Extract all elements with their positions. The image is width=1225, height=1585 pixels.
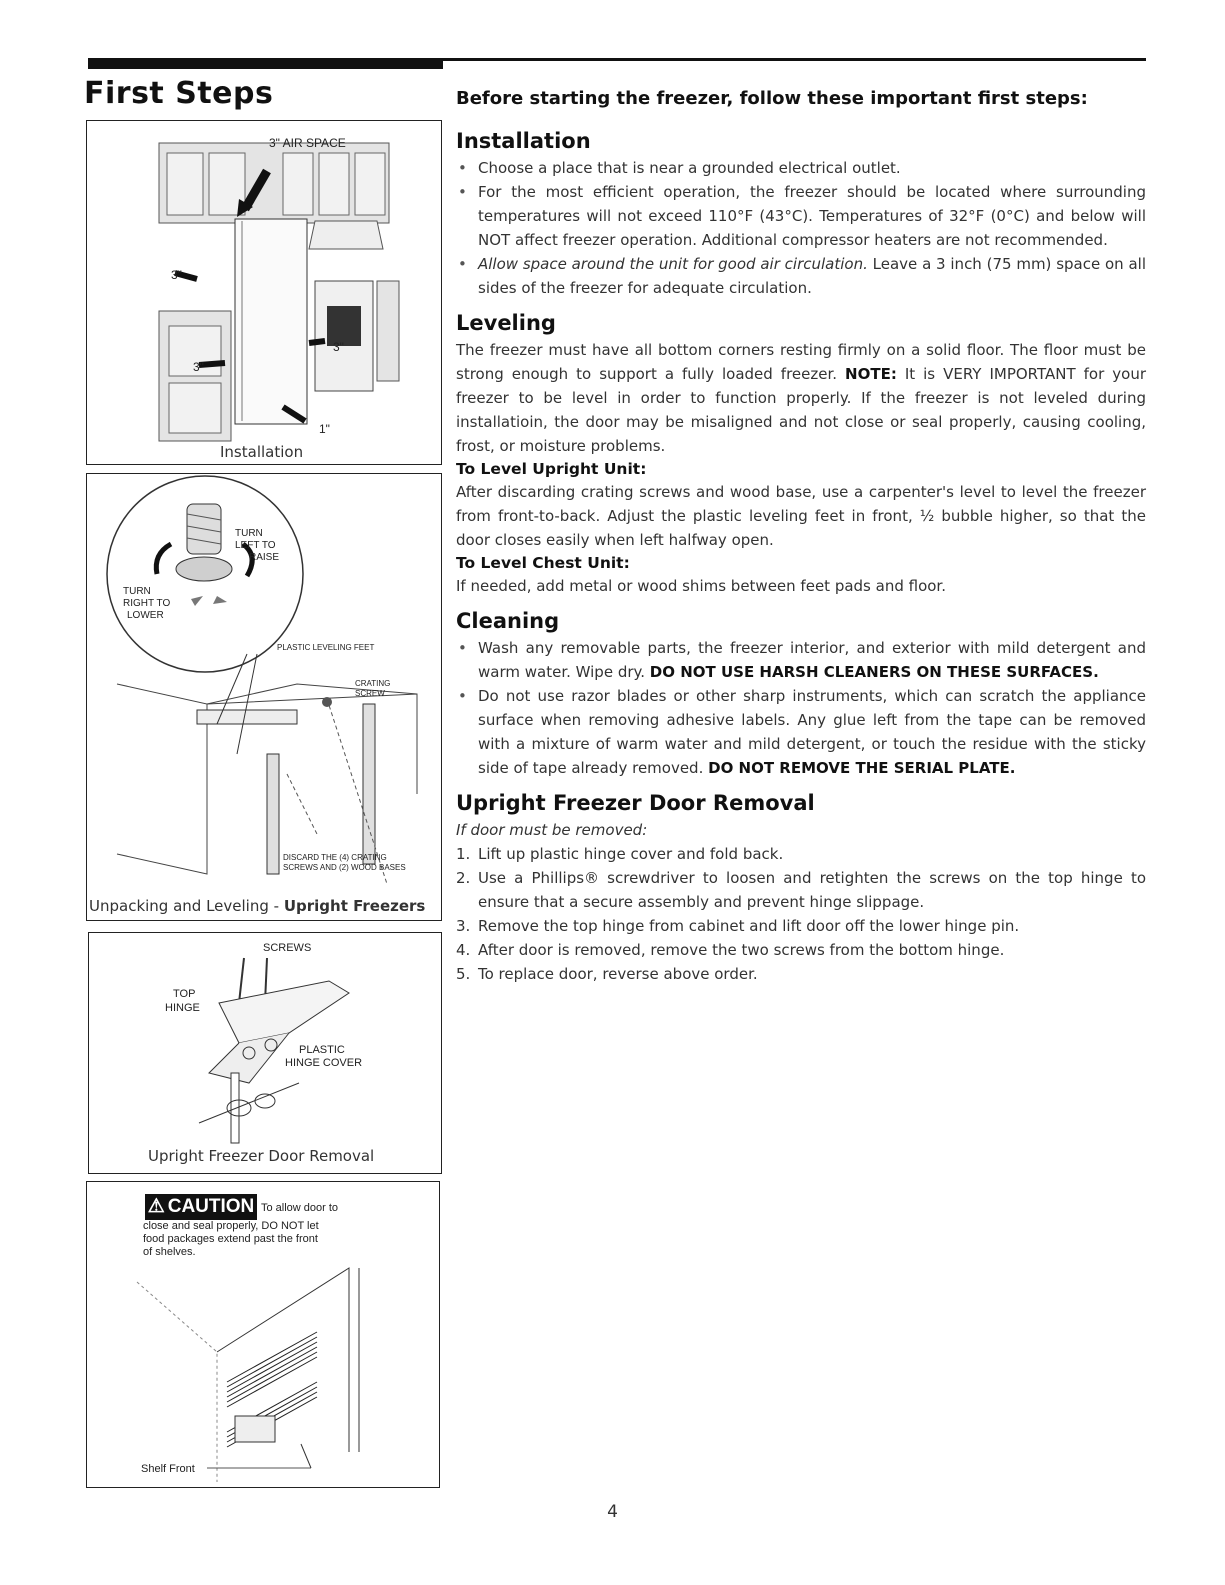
serial-plate-warning: DO NOT REMOVE THE SERIAL PLATE. [708,759,1016,777]
hinge-cover-label: PLASTIC [299,1044,345,1056]
list-item [456,252,1146,300]
step-text: Lift up plastic hinge cover and fold back. [478,845,784,863]
side-clearance-label: 3" [171,268,182,282]
leveling-caption [89,897,425,915]
level-upright-text: After discarding crating screws and wood base, use a carpenter's level to level the freezer from front-to-back. Adjust the plastic leveling feet in front, ½ bubble higher, so that the door closes easily when left halfway open. [456,483,1146,549]
caution-line: food packages extend past the front [143,1233,318,1245]
step-text: Remove the top hinge from cabinet and lift door off the lower hinge pin. [478,917,1020,935]
page-headline: Before starting the freezer, follow these important first steps: [456,88,1088,109]
shelf-front-label: Shelf Front [141,1463,195,1475]
leveling-illustration [87,474,441,920]
step-number: 5. [456,965,471,983]
installation-figure [86,120,442,465]
list-item [456,962,1146,986]
warning-icon: ⚠ [147,1196,165,1217]
turn-right-label: RIGHT TO [123,598,171,609]
door-removal-figure [88,932,442,1174]
list-item [456,636,1146,684]
turn-left-label: RAISE [249,552,280,563]
caution-figure [86,1181,440,1488]
cleaning-text: Wash any removable parts, the freezer interior, and exterior with mild detergent and warm water. Wipe dry. [478,639,1146,681]
cleaning-warning: DO NOT USE HARSH CLEANERS ON THESE SURFACES. [649,663,1099,681]
leveling-heading: Leveling [456,311,556,335]
step-text: To replace door, reverse above order. [478,965,758,983]
air-circulation-text: Leave a 3 inch (75 mm) space on all sides of the freezer for adequate circulation. [478,255,1146,297]
installation-section [456,128,1146,300]
top-hinge-label: TOP [173,988,196,1000]
step-text: Use a Phillips® screwdriver to loosen and retighten the screws on the top hinge to ensure that a secure assembly and prevent hinge slippage. [478,869,1146,911]
step-number: 2. [456,869,471,887]
list-item [456,914,1146,938]
hinge-cover-label: HINGE COVER [285,1057,363,1069]
turn-right-label: LOWER [127,610,164,621]
list-item [456,842,1146,866]
level-chest-text: If needed, add metal or wood shims between feet pads and floor. [456,577,946,595]
leveling-text: It is VERY IMPORTANT for your freezer to be level in order to function properly. If the freezer is not leveled during installatioin, the door may be misaligned and not close or seal properly, causing cooling, frost, or moisture problems. [456,365,1146,455]
caution-line: close and seal properly, DO NOT let [143,1220,319,1232]
level-upright-heading: To Level Upright Unit: [456,460,647,478]
leveling-paragraph [456,338,1146,458]
step-number: 1. [456,845,471,863]
door-removal-intro-text: If door must be removed: [456,821,648,839]
page-number: 4 [607,1502,618,1522]
turn-right-label: TURN [123,586,151,597]
door-removal-intro [456,818,1146,842]
crating-screw-label: SCREW [355,689,385,698]
header-rule-thick [88,58,443,69]
door-hinge-illustration [89,933,441,1173]
turn-left-label: TURN [235,528,263,539]
step-number: 3. [456,917,471,935]
air-space-label: 3" AIR SPACE [269,136,346,150]
leveling-section [456,310,1146,598]
leveling-caption-text: Unpacking and Leveling - [89,897,284,915]
step-number: 4. [456,941,471,959]
level-chest-heading: To Level Chest Unit: [456,554,630,572]
list-item [456,866,1146,914]
shelf-illustration [87,1182,439,1487]
leveling-feet-label: PLASTIC LEVELING FEET [277,643,375,652]
bottom-clearance-label: 1" [319,422,330,436]
cleaning-text: Do not use razor blades or other sharp instruments, which can scratch the appliance surface when removing adhesive labels. Any glue left from the tape can be removed with a mixture of warm water and mild detergent, or touch the residue with the sticky side of tape already removed. [478,687,1146,777]
list-item [456,684,1146,780]
list-item: • For the most efficient operation, the freezer should be located where surrounding temperatures will not exceed 110°F (43°C). Temperatures of 32°F (0°C) and below will NOT affect freezer operation. Additional compressor heaters are not recommended. [456,180,1146,252]
installation-heading: Installation [456,129,591,153]
installation-illustration [87,121,441,464]
air-circulation-emphasis: Allow space around the unit for good air circulation. [478,255,868,273]
page-title: First Steps [84,76,274,111]
caution-line: of shelves. [143,1246,196,1258]
crating-screw-label: CRATING [355,679,391,688]
cleaning-section [456,608,1146,780]
caution-badge-text: CAUTION [167,1196,255,1217]
list-item: • Choose a place that is near a grounded electrical outlet. [456,156,1146,180]
leveling-figure [86,473,442,921]
discard-label: DISCARD THE (4) CRATING [283,853,387,862]
cleaning-heading: Cleaning [456,609,560,633]
top-hinge-label: HINGE [165,1002,200,1014]
header-rule-thin [443,58,1146,61]
turn-left-label: LEFT TO [235,540,276,551]
step-text: After door is removed, remove the two screws from the bottom hinge. [478,941,1005,959]
leveling-caption-bold: Upright Freezers [283,897,426,915]
instructions-column [456,128,1146,996]
leveling-text: The freezer must have all bottom corners resting firmly on a solid floor. The floor must be strong enough to support a fully loaded freezer. [456,341,1146,383]
stove-clearance-label: 3" [333,340,344,354]
back-clearance-label: 3" [193,360,204,374]
screws-label: SCREWS [263,942,312,954]
note-label: NOTE: [845,365,897,383]
list-item [456,938,1146,962]
door-removal-section [456,790,1146,986]
door-removal-caption: Upright Freezer Door Removal [148,1147,375,1165]
door-removal-heading: Upright Freezer Door Removal [456,791,815,815]
discard-label: SCREWS AND (2) WOOD BASES [283,863,406,872]
caution-text: To allow door to [261,1202,339,1214]
installation-caption: Installation [220,443,304,461]
